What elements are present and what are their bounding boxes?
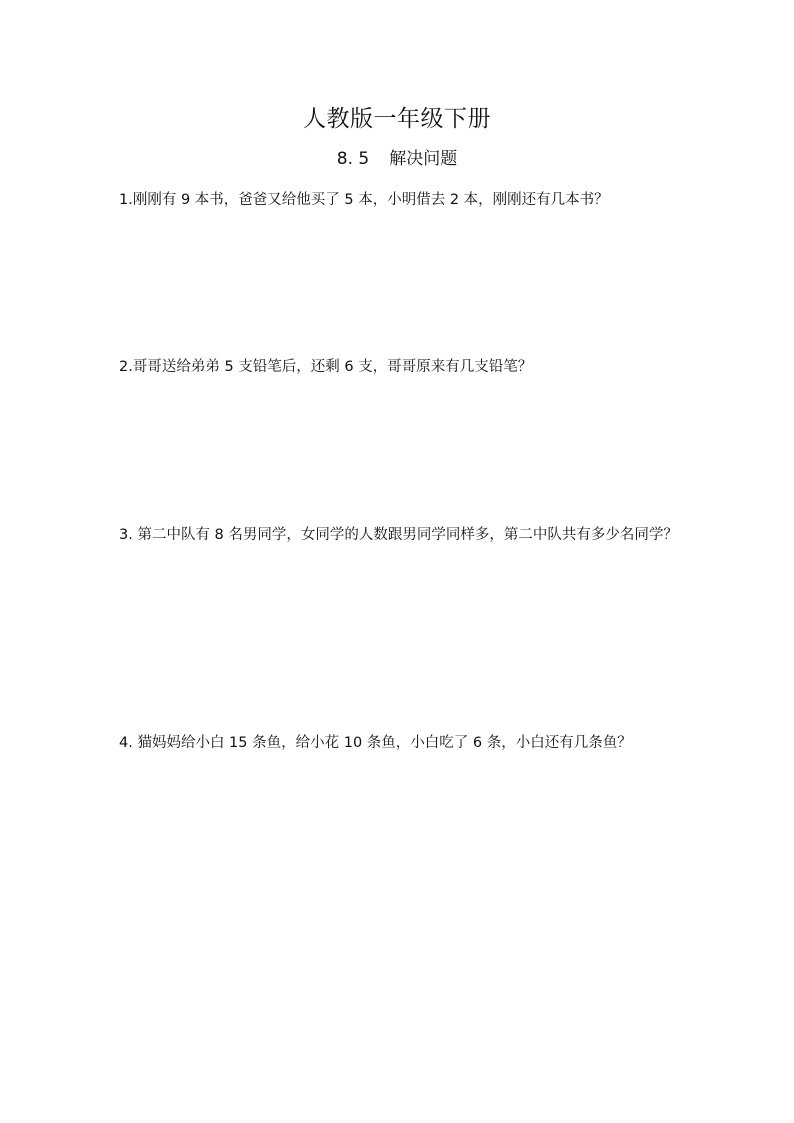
question-4: 4. 猫妈妈给小白 15 条鱼，给小花 10 条鱼，小白吃了 6 条，小白还有几条鱼？ <box>119 735 632 751</box>
section-title: 解决问题 <box>389 149 458 169</box>
question-1: 1.刚刚有 9 本书，爸爸又给他买了 5 本，小明借去 2 本，刚刚还有几本书？ <box>119 192 609 208</box>
section-number: 8. 5 <box>336 149 370 169</box>
section-heading <box>0 145 794 173</box>
question-2: 2.哥哥送给弟弟 5 支铅笔后，还剩 6 支，哥哥原来有几支铅笔？ <box>119 359 533 375</box>
question-3: 3. 第二中队有 8 名男同学，女同学的人数跟男同学同样多，第二中队共有多少名同学？ <box>119 527 678 543</box>
worksheet-title: 人教版一年级下册 <box>303 106 491 132</box>
